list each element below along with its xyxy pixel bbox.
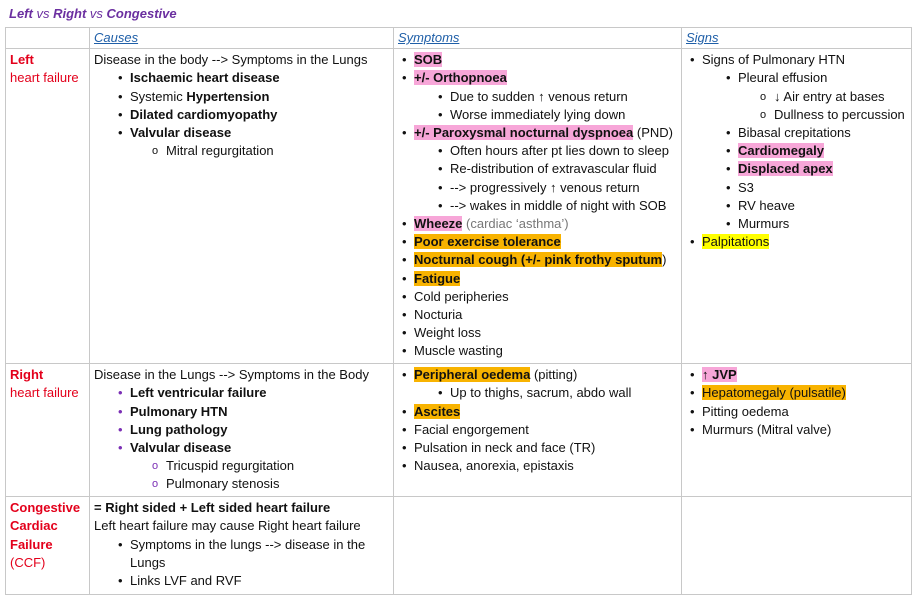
symptom-text: (pitting) xyxy=(530,367,578,383)
right-signs-list xyxy=(686,366,906,439)
symptom-text: Nausea, anorexia, epistaxis xyxy=(414,458,574,474)
header-symptoms-label: Symptoms xyxy=(398,30,460,45)
title-left: Left xyxy=(9,6,33,21)
list-item xyxy=(398,233,676,251)
list-item xyxy=(398,124,676,215)
sub-list xyxy=(702,69,906,233)
list-item xyxy=(398,69,676,124)
list-item xyxy=(398,215,676,233)
header-causes xyxy=(90,28,394,49)
list-item xyxy=(686,421,906,439)
ccf-signs-cell xyxy=(682,497,912,595)
symptom-text: Ascites xyxy=(414,403,461,419)
right-signs-cell xyxy=(682,364,912,497)
row-congestive-cardiac-failure xyxy=(6,497,912,595)
sub-sub-list xyxy=(738,88,906,124)
symptom-text: Muscle wasting xyxy=(414,343,503,359)
list-item xyxy=(398,457,676,475)
sign-text: Murmurs (Mitral valve) xyxy=(702,421,832,437)
row-label-ccf-line: Failure xyxy=(10,536,53,552)
row-label-left-rest: heart failure xyxy=(10,70,79,86)
list-item xyxy=(686,403,906,421)
row-label-left xyxy=(6,49,90,364)
row-label-ccf xyxy=(6,497,90,595)
sub-list-item xyxy=(722,142,906,160)
right-causes-list xyxy=(94,384,388,493)
sub-list-item xyxy=(722,179,906,197)
right-causes-intro: Disease in the Lungs --> Symptoms in the Body xyxy=(94,367,369,383)
symptom-text: +/- Orthopnoea xyxy=(414,70,507,86)
title-vs: vs xyxy=(32,6,54,21)
sub-list-item xyxy=(722,197,906,215)
sign-text: Displaced apex xyxy=(738,161,833,177)
list-item xyxy=(398,51,676,69)
row-label-right-rest: heart failure xyxy=(10,385,79,401)
list-item xyxy=(398,288,676,306)
cause-text: Lung pathology xyxy=(130,421,228,437)
list-item xyxy=(398,439,676,457)
left-signs-list xyxy=(686,51,906,251)
header-symptoms xyxy=(394,28,682,49)
sub-sub-list-item xyxy=(758,88,906,106)
symptom-text: SOB xyxy=(414,52,443,68)
list-item xyxy=(114,572,388,590)
list-item xyxy=(686,233,906,251)
sign-text: Signs of Pulmonary HTN xyxy=(702,52,846,68)
row-label-ccf-line: Cardiac xyxy=(10,518,58,534)
left-causes-intro: Disease in the body --> Symptoms in the Lungs xyxy=(94,52,368,68)
header-signs xyxy=(682,28,912,49)
symptom-text: (PND) xyxy=(633,125,673,141)
list-item xyxy=(398,251,676,269)
symptom-text: Peripheral oedema xyxy=(414,367,531,383)
header-row xyxy=(6,28,912,49)
cause-sub-text: Mitral regurgitation xyxy=(166,143,274,159)
left-symptoms-cell xyxy=(394,49,682,364)
header-causes-label: Causes xyxy=(94,30,139,45)
list-item xyxy=(114,536,380,572)
left-symptoms-list xyxy=(398,51,676,360)
sub-list-item xyxy=(434,142,676,160)
row-label-left-bold: Left xyxy=(10,52,34,68)
sub-list-item xyxy=(722,215,906,233)
list-item xyxy=(114,106,388,124)
sub-list-item xyxy=(150,475,388,493)
symptom-text: Nocturia xyxy=(414,307,463,323)
sign-text: Hepatomegaly (pulsatile) xyxy=(702,385,846,401)
sub-list-item xyxy=(434,197,676,215)
list-item xyxy=(686,51,906,233)
comparison-table xyxy=(5,27,912,595)
cause-sub-text: Pulmonary stenosis xyxy=(166,476,280,492)
title-congestive: Congestive xyxy=(106,6,177,21)
symptom-text: Cold peripheries xyxy=(414,288,509,304)
row-right-heart-failure xyxy=(6,364,912,497)
sub-list-item xyxy=(722,69,906,124)
symptom-text: Nocturnal cough (+/- pink frothy sputum xyxy=(414,252,663,268)
list-item xyxy=(398,270,676,288)
sign-text: Murmurs xyxy=(738,216,790,232)
list-item xyxy=(114,384,388,402)
sign-sub-text: ↓ Air entry at bases xyxy=(774,88,885,104)
symptom-sub-text: Often hours after pt lies down to sleep xyxy=(450,143,669,159)
sub-list xyxy=(414,384,676,402)
cause-text: Dilated cardiomyopathy xyxy=(130,106,278,122)
sign-text: Pitting oedema xyxy=(702,403,789,419)
cause-text: Left ventricular failure xyxy=(130,385,267,401)
symptom-text: Wheeze xyxy=(414,216,463,232)
list-item xyxy=(398,342,676,360)
symptom-text: Fatigue xyxy=(414,270,461,286)
symptom-note: (cardiac ‘asthma’) xyxy=(462,216,569,232)
ccf-symptoms-cell xyxy=(394,497,682,595)
left-causes-cell xyxy=(90,49,394,364)
cause-text: Pulmonary HTN xyxy=(130,403,228,419)
sub-list-item xyxy=(722,124,906,142)
list-item xyxy=(114,88,388,106)
row-label-right-bold: Right xyxy=(10,367,44,383)
symptom-sub-text: Due to sudden ↑ venous return xyxy=(450,88,628,104)
title-vs: vs xyxy=(86,6,107,21)
sub-list-item xyxy=(434,384,676,402)
symptom-text: Poor exercise tolerance xyxy=(414,234,561,250)
page-title xyxy=(9,6,177,21)
sub-list xyxy=(414,142,676,215)
sign-sub-text: Dullness to percussion xyxy=(774,106,905,122)
cause-sub-text: Tricuspid regurgitation xyxy=(166,458,295,474)
symptom-text: ) xyxy=(662,252,667,268)
list-item xyxy=(686,366,906,384)
list-item xyxy=(114,124,388,160)
ccf-item-text: Links LVF and RVF xyxy=(130,573,242,589)
symptom-sub-text: Re-distribution of extravascular fluid xyxy=(450,161,657,177)
row-label-ccf-abbr: (CCF) xyxy=(10,554,46,570)
sign-text: Palpitations xyxy=(702,234,770,250)
sub-sub-list-item xyxy=(758,106,906,124)
symptom-text: Facial engorgement xyxy=(414,421,529,437)
header-blank xyxy=(6,28,90,49)
ccf-intro-text: Left heart failure may cause Right heart failure xyxy=(94,518,361,534)
list-item xyxy=(114,439,388,494)
ccf-intro-bold: = Right sided + Left sided heart failure xyxy=(94,500,331,516)
title-right: Right xyxy=(53,6,87,21)
ccf-list xyxy=(94,536,388,591)
ccf-item-text: Symptoms in the lungs --> disease in the Lungs xyxy=(130,536,366,570)
list-item xyxy=(398,366,676,402)
list-item xyxy=(114,421,388,439)
sub-list-item xyxy=(150,457,388,475)
sign-text: ↑ JVP xyxy=(702,367,737,383)
sub-list-item xyxy=(722,160,906,178)
symptom-sub-text: --> wakes in middle of night with SOB xyxy=(450,197,667,213)
symptom-text: Pulsation in neck and face (TR) xyxy=(414,440,596,456)
sign-text: S3 xyxy=(738,179,754,195)
list-item xyxy=(398,421,676,439)
sign-text: RV heave xyxy=(738,197,795,213)
sub-list-item xyxy=(434,160,676,178)
left-causes-list xyxy=(94,69,388,160)
cause-text: Systemic xyxy=(130,88,187,104)
symptom-sub-text: --> progressively ↑ venous return xyxy=(450,179,640,195)
cause-text-bold: Hypertension xyxy=(186,88,270,104)
list-item xyxy=(398,306,676,324)
row-left-heart-failure xyxy=(6,49,912,364)
sign-text: Cardiomegaly xyxy=(738,143,824,159)
sub-list-item xyxy=(150,142,388,160)
right-symptoms-list xyxy=(398,366,676,475)
list-item xyxy=(398,324,676,342)
sub-list xyxy=(130,457,388,493)
row-label-right xyxy=(6,364,90,497)
row-label-ccf-line: Congestive xyxy=(10,500,81,516)
sub-list-item xyxy=(434,106,676,124)
right-symptoms-cell xyxy=(394,364,682,497)
header-signs-label: Signs xyxy=(686,30,719,45)
list-item xyxy=(398,403,676,421)
list-item xyxy=(686,384,906,402)
sub-list-item xyxy=(434,88,676,106)
sub-list xyxy=(414,88,676,124)
symptom-text: Weight loss xyxy=(414,325,481,341)
symptom-sub-text: Up to thighs, sacrum, abdo wall xyxy=(450,385,632,401)
cause-text: Valvular disease xyxy=(130,125,232,141)
sign-text: Bibasal crepitations xyxy=(738,125,851,141)
sign-text: Pleural effusion xyxy=(738,70,828,86)
cause-text: Ischaemic heart disease xyxy=(130,70,280,86)
cause-text: Valvular disease xyxy=(130,440,232,456)
symptom-sub-text: Worse immediately lying down xyxy=(450,106,626,122)
ccf-causes-cell xyxy=(90,497,394,595)
list-item xyxy=(114,403,388,421)
list-item xyxy=(114,69,388,87)
right-causes-cell xyxy=(90,364,394,497)
left-signs-cell xyxy=(682,49,912,364)
symptom-text: +/- Paroxysmal nocturnal dyspnoea xyxy=(414,125,634,141)
sub-list xyxy=(130,142,388,160)
sub-list-item xyxy=(434,179,676,197)
